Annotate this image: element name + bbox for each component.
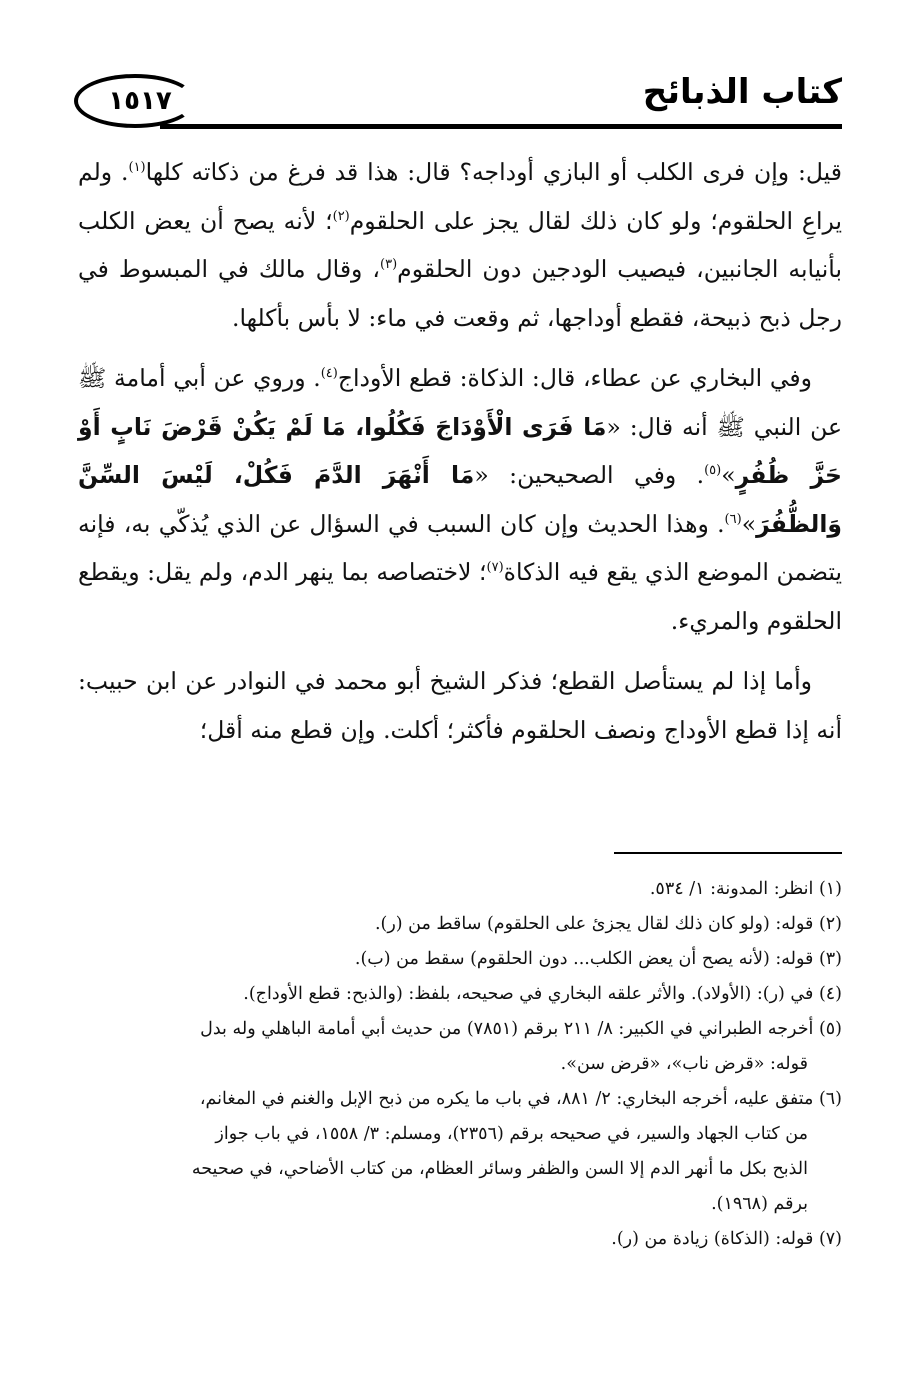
footnote-number: (٣) xyxy=(813,949,842,969)
footnote-line xyxy=(78,1152,842,1187)
text-run: ؛ لاختصاصه بما ينهر الدم، ولم يقل: ويقطع الحلقوم والمريء. xyxy=(78,558,842,635)
paragraph-3 xyxy=(78,657,842,754)
footnote-ref: (٣) xyxy=(380,257,398,273)
footnote-text: برقم (١٩٦٨). xyxy=(711,1194,808,1214)
footnote-line xyxy=(78,1047,842,1082)
text-run: . وروي عن أبي أمامة ﷺ عن النبي ﷺ أنه قال: « xyxy=(78,364,842,441)
footnotes xyxy=(78,872,842,1257)
footnote-text: متفق عليه، أخرجه البخاري: ٢/ ٨٨١، في باب ما يكره من ذبح الإبل والغنم في المغانم، xyxy=(199,1089,814,1109)
footnote-line xyxy=(78,977,842,1012)
text-run: وأما إذا لم يستأصل القطع؛ فذكر الشيخ أبو محمد في النوادر عن ابن حبيب: أنه إذا قطع الأوداج ونصف الحلقوم فأكثر؛ أكلت. وإن قطع منه أقل؛ xyxy=(78,667,842,744)
footnote-number: (١) xyxy=(813,879,842,899)
footnote-line xyxy=(78,1082,842,1117)
footnote-ref: (٤) xyxy=(320,366,338,382)
footnote-text: في (ر): (الأولاد). والأثر علقه البخاري في صحيحه، بلفظ: (والذبح: قطع الأوداج). xyxy=(243,984,814,1004)
footnote-ref: (٧) xyxy=(486,560,504,576)
text-run: . ولم يراعِ الحلقوم؛ ولو كان ذلك لقال يجز على الحلقوم xyxy=(78,158,842,235)
footnote-text: قوله: (لأنه يصح أن يعض الكلب... دون الحلقوم) سقط من (ب). xyxy=(354,949,814,969)
footnote-number: (٥) xyxy=(813,1019,842,1039)
footnote-ref: (٦) xyxy=(724,511,742,527)
hadith-quote: مَا فَرَى الْأَوْدَاجَ فَكُلُوا، مَا لَمْ يَكُنْ قَرْضَ نَابٍ أَوْ حَزَّ ظُفُرٍ xyxy=(78,412,842,489)
text-run: وفي البخاري عن عطاء، قال: الذكاة: قطع الأوداج xyxy=(337,364,812,392)
footnote-line xyxy=(78,872,842,907)
text-run: » xyxy=(721,461,736,489)
footnote-text: انظر: المدونة: ١/ ٥٣٤. xyxy=(649,879,814,899)
footnote-line xyxy=(78,907,842,942)
chapter-title: كتاب الذبائح xyxy=(642,72,842,112)
footnote-line xyxy=(78,1222,842,1257)
footnote-line xyxy=(78,942,842,977)
paragraph-2 xyxy=(78,354,842,645)
text-run: قيل: وإن فرى الكلب أو البازي أوداجه؟ قال: هذا قد فرغ من ذكاته كلها xyxy=(145,158,842,186)
footnote-number: (٢) xyxy=(813,914,842,934)
text-run: ؛ لأنه يصح أن يعض الكلب بأنيابه الجانبين، فيصيب الودجين دون الحلقوم xyxy=(78,206,842,283)
footnote-ref: (٢) xyxy=(332,208,350,224)
text-run: . وفي الصحيحين: « xyxy=(474,461,705,489)
footnote-ref: (١) xyxy=(128,160,146,176)
text-run: ، وقال مالك في المبسوط في رجل ذبح ذبيحة، فقطع أوداجها، ثم وقعت في ماء: لا بأس بأكلها. xyxy=(78,255,842,332)
page-number-badge xyxy=(74,74,196,128)
hadith-quote: مَا أَنْهَرَ الدَّمَ فَكُلْ، لَيْسَ السِّنَّ وَالظُّفُرَ xyxy=(78,461,842,538)
paragraph-1 xyxy=(78,148,842,342)
footnote-text: قوله: (الذكاة) زيادة من (ر). xyxy=(611,1229,814,1249)
footnote-text: قوله: «قرض ناب»، «قرض سن». xyxy=(560,1054,808,1074)
footnote-number: (٧) xyxy=(813,1229,842,1249)
footnote-line xyxy=(78,1187,842,1222)
main-text xyxy=(78,148,842,754)
text-run: . وهذا الحديث وإن كان السبب في السؤال عن الذي يُذكّي به، فإنه يتضمن الموضع الذي يقع فيه الذكاة xyxy=(78,509,842,586)
footnote-text: من كتاب الجهاد والسير، في صحيحه برقم (٢٣٥٦)، ومسلم: ٣/ ١٥٥٨، في باب جواز xyxy=(215,1124,808,1144)
footnote-number: (٤) xyxy=(813,984,842,1004)
footnote-text: قوله: (ولو كان ذلك لقال يجزئ على الحلقوم) ساقط من (ر). xyxy=(374,914,814,934)
footnote-number: (٦) xyxy=(813,1089,842,1109)
footnote-line xyxy=(78,1012,842,1047)
footnote-text: الذبح بكل ما أنهر الدم إلا السن والظفر وسائر العظام، من كتاب الأضاحي، في صحيحه xyxy=(191,1159,808,1179)
text-run: » xyxy=(741,509,757,538)
page-number: ١٥١٧ xyxy=(108,86,172,116)
footnote-line xyxy=(78,1117,842,1152)
header-rule xyxy=(160,124,842,129)
footnote-separator xyxy=(614,852,842,854)
footnote-text: أخرجه الطبراني في الكبير: ٨/ ٢١١ برقم (٧٨٥١) من حديث أبي أمامة الباهلي وله بدل xyxy=(200,1019,814,1039)
footnote-ref: (٥) xyxy=(704,463,722,479)
